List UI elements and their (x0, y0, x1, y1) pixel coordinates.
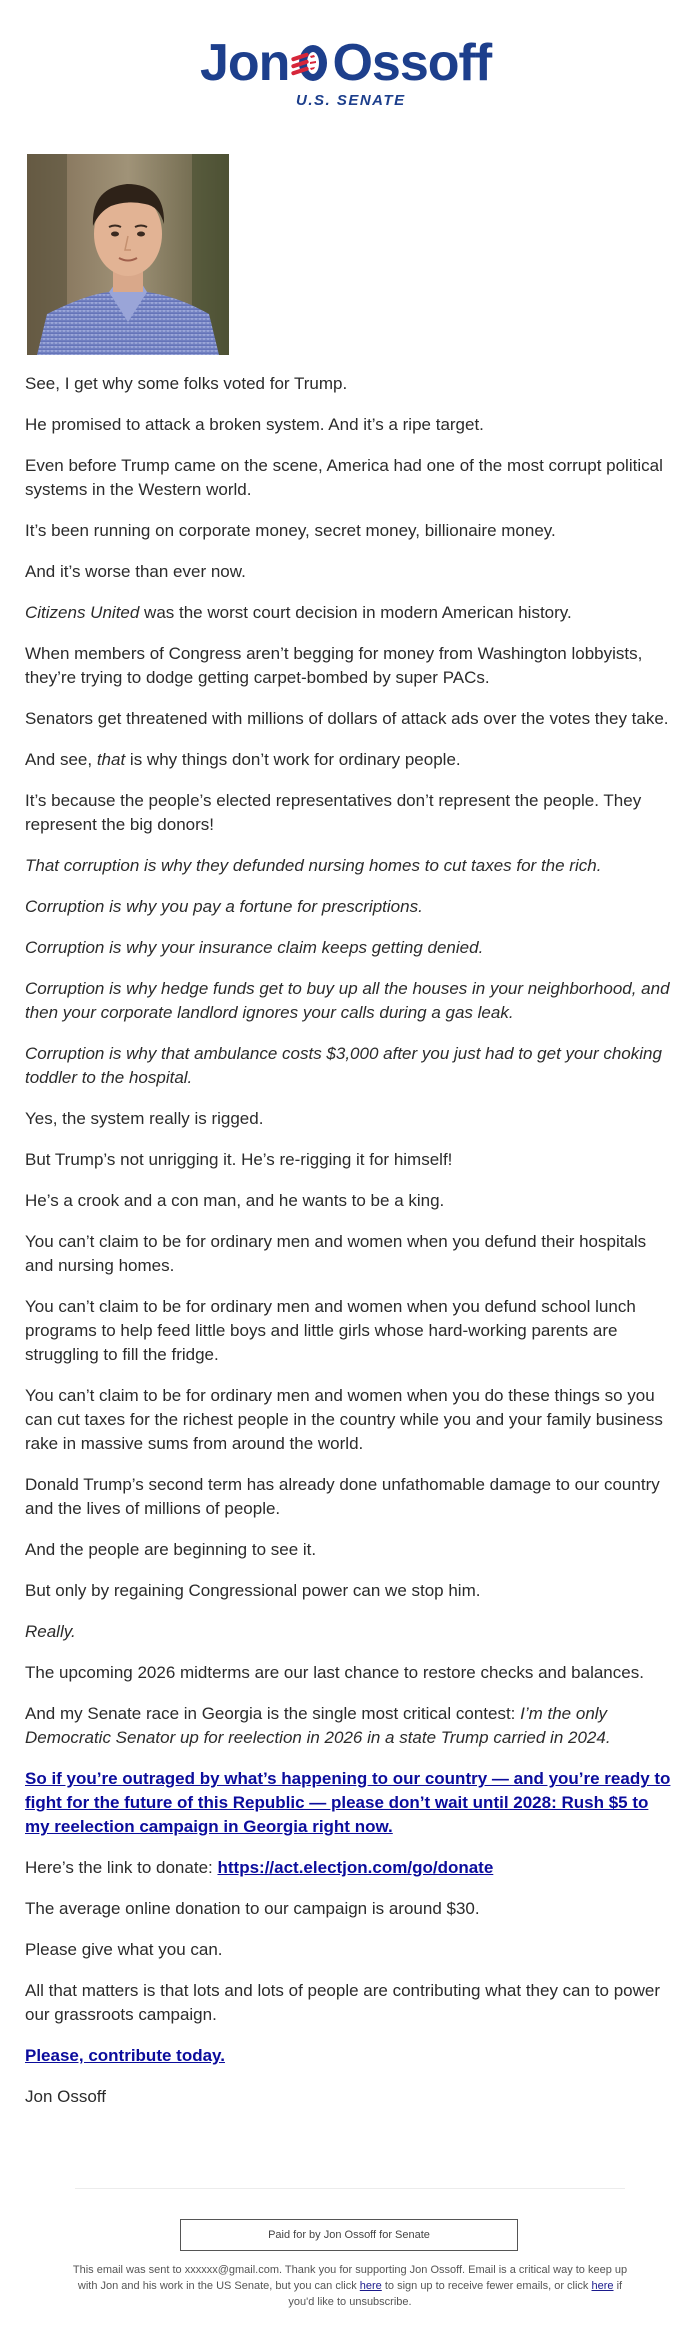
paragraph (25, 1702, 677, 1750)
paragraph: You can’t claim to be for ordinary men and women when you defund school lunch programs to help feed little boys and little girls whose hard-working parents are struggling to fill the fridge. (25, 1297, 636, 1364)
contribute-today-link[interactable]: Please, contribute today. (25, 2046, 225, 2065)
logo-last-name: Ossoff (332, 34, 492, 92)
paid-for-disclaimer: Paid for by Jon Ossoff for Senate (180, 2219, 518, 2251)
citizens-united-emphasis: Citizens United (25, 603, 140, 622)
paragraph: Donald Trump’s second term has already done unfathomable damage to our country and the lives of millions of people. (25, 1475, 660, 1518)
paragraph: It’s been running on corporate money, secret money, billionaire money. (25, 521, 556, 540)
footer-text-part: if you'd like to unsubscribe. (288, 2280, 623, 2308)
paragraph: Even before Trump came on the scene, America had one of the most corrupt political systems in the Western world. (25, 456, 663, 499)
signature: Jon Ossoff (25, 2087, 106, 2106)
paragraph-emphasis: I’m the only Democratic Senator up for reelection in 2026 in a state Trump carried in 2024. (25, 1704, 611, 1747)
paragraph: Please give what you can. (25, 1940, 223, 1959)
footer-text-part: This email was sent to xxxxxx@gmail.com. Thank you for supporting Jon Ossoff. Email is a critical way to keep up with Jon and his work in the US Senate, but you can click (72, 2264, 628, 2292)
paragraph-text: Here’s the link to donate: (25, 1858, 218, 1877)
unsubscribe-link[interactable]: here (591, 2280, 614, 2292)
paragraph: But only by regaining Congressional power can we stop him. (25, 1581, 481, 1600)
paragraph: He promised to attack a broken system. And it’s a ripe target. (25, 415, 484, 434)
paragraph: The average online donation to our campaign is around $30. (25, 1899, 480, 1918)
flag-o-icon (291, 43, 331, 83)
paragraph (25, 748, 677, 772)
paragraph-text: And see, (25, 750, 97, 769)
email-body (25, 372, 677, 2126)
paragraph-italic: Really. (25, 1622, 76, 1641)
paragraph: You can’t claim to be for ordinary men and women when you defund their hospitals and nursing homes. (25, 1232, 647, 1275)
paragraph: All that matters is that lots and lots of people are contributing what they can to power our grassroots campaign. (25, 1981, 661, 2024)
email-header (0, 0, 700, 138)
donate-url-link[interactable]: https://act.electjon.com/go/donate (217, 1858, 494, 1877)
paragraph-text: And my Senate race in Georgia is the single most critical contest: (25, 1704, 521, 1723)
footer-text (70, 2262, 630, 2310)
paragraph: But Trump’s not unrigging it. He’s re-rigging it for himself! (25, 1150, 453, 1169)
candidate-photo (27, 154, 229, 355)
paragraph-italic: That corruption is why they defunded nursing homes to cut taxes for the rich. (25, 856, 602, 875)
paragraph: Yes, the system really is rigged. (25, 1109, 264, 1128)
paragraph-text: was the worst court decision in modern American history. (139, 603, 572, 622)
paragraph: And the people are beginning to see it. (25, 1540, 317, 1559)
donate-cta-link[interactable]: So if you’re outraged by what’s happening to our country — and you’re ready to fight for the future of this Republic — please don’t wait until 2028: Rush $5 to my reelection campaign in Georgia right now. (25, 1769, 671, 1836)
fewer-emails-link[interactable]: here (359, 2280, 382, 2292)
that-emphasis: that (96, 750, 126, 769)
paragraph: When members of Congress aren’t begging for money from Washington lobbyists, they’re trying to dodge getting carpet-bombed by super PACs. (25, 644, 643, 687)
paragraph: The upcoming 2026 midterms are our last chance to restore checks and balances. (25, 1663, 644, 1682)
candidate-portrait-icon (27, 154, 229, 355)
paragraph (25, 601, 677, 625)
paragraph (25, 1767, 677, 1839)
paragraph: It’s because the people’s elected representatives don’t represent the people. They represent the big donors! (25, 791, 642, 834)
logo-first-name: Jon (200, 34, 290, 92)
paragraph: And it’s worse than ever now. (25, 562, 246, 581)
logo-subtitle: U.S. SENATE (296, 92, 406, 109)
paragraph: See, I get why some folks voted for Trump. (25, 374, 348, 393)
logo-wordmark (200, 34, 500, 92)
footer-text-part: to sign up to receive fewer emails, or click (381, 2280, 592, 2292)
paragraph-italic: Corruption is why hedge funds get to buy up all the houses in your neighborhood, and then your corporate landlord ignores your calls during a gas leak. (25, 979, 670, 1022)
paragraph-italic: Corruption is why your insurance claim keeps getting denied. (25, 938, 484, 957)
paragraph-italic: Corruption is why that ambulance costs $3,000 after you just had to get your choking toddler to the hospital. (25, 1044, 662, 1087)
paragraph-italic: Corruption is why you pay a fortune for prescriptions. (25, 897, 423, 916)
paragraph: He’s a crook and a con man, and he wants to be a king. (25, 1191, 445, 1210)
paragraph-text: is why things don’t work for ordinary people. (125, 750, 461, 769)
paragraph (25, 2044, 677, 2068)
paragraph (25, 1856, 677, 1880)
paragraph: Senators get threatened with millions of dollars of attack ads over the votes they take. (25, 709, 669, 728)
footer-divider (75, 2188, 625, 2189)
campaign-logo[interactable] (200, 34, 500, 114)
paragraph: You can’t claim to be for ordinary men and women when you do these things so you can cut taxes for the richest people in the country while you and your family business rake in massive sums from around the world. (25, 1386, 663, 1453)
